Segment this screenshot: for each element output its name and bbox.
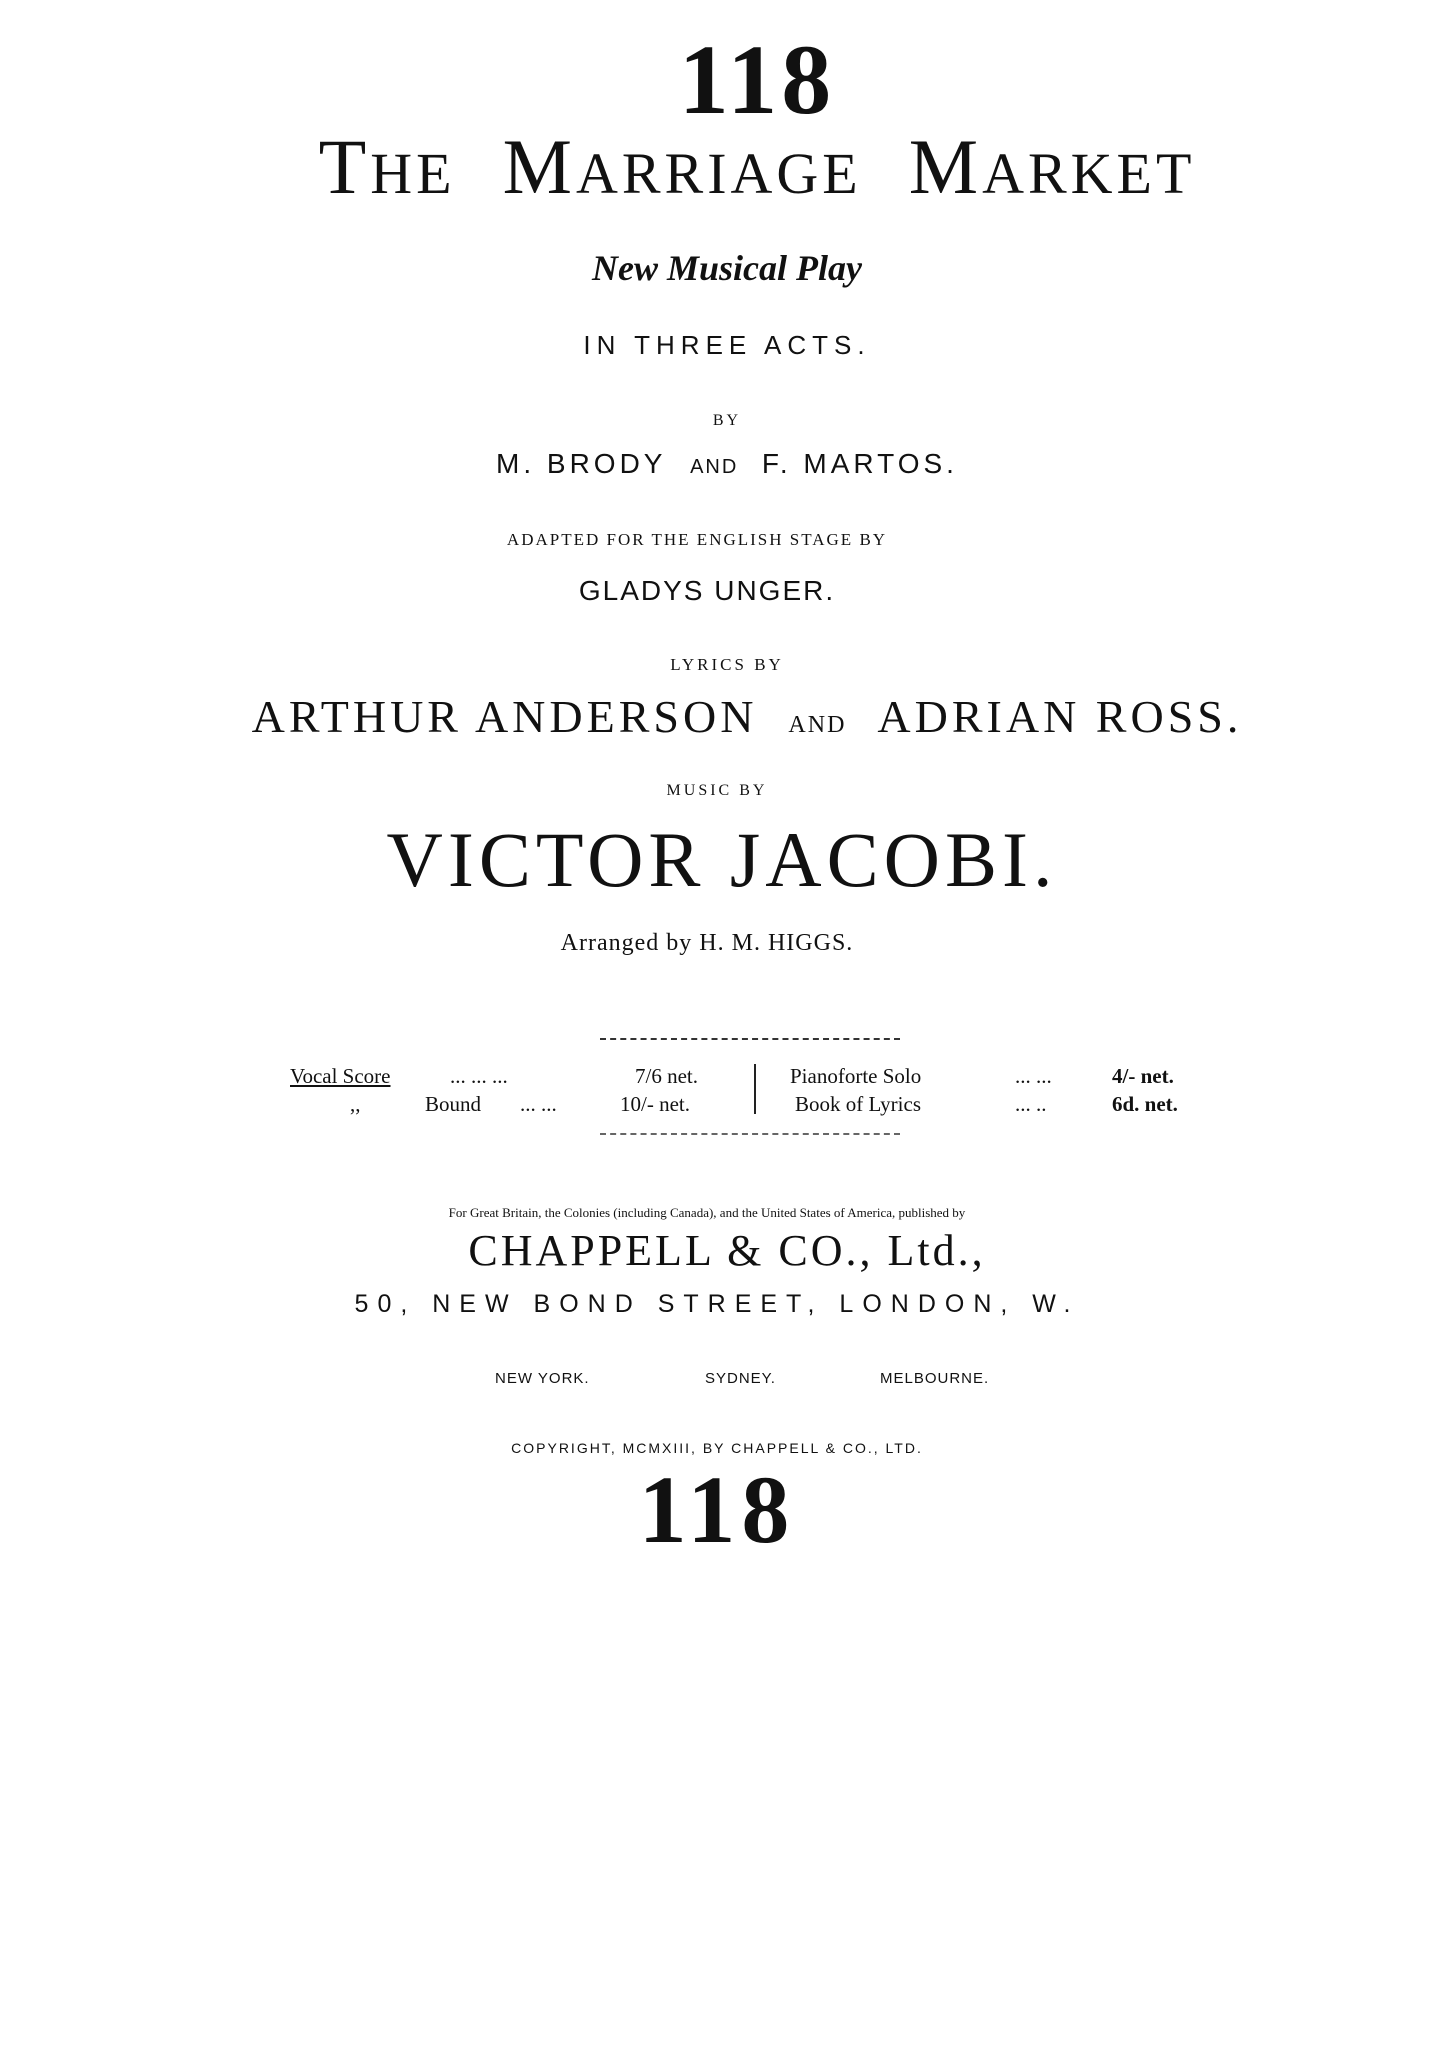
publisher-address: 50, NEW BOND STREET, LONDON, W.: [354, 1290, 1080, 1318]
author-second: F. MARTOS.: [761, 448, 958, 479]
divider: [600, 1133, 900, 1135]
adapter-name: GLADYS UNGER.: [578, 575, 836, 606]
price-dots: ... ...: [1015, 1064, 1052, 1088]
price-value: 6d. net.: [1112, 1092, 1178, 1116]
publisher-name: CHAPPELL & CO., Ltd.,: [468, 1226, 986, 1275]
adapted-label: ADAPTED FOR THE ENGLISH STAGE BY: [506, 530, 888, 549]
composer-name: VICTOR JACOBI.: [386, 816, 1058, 903]
author-first: M. BRODY: [496, 448, 667, 479]
authors-line: [0, 448, 1454, 480]
subtitle: New Musical Play: [592, 248, 862, 288]
title-letter: M: [502, 123, 576, 210]
price-item: Book of Lyrics: [795, 1092, 921, 1116]
title-part: ARKET: [982, 141, 1196, 206]
arranger-line: Arranged by H. M. HIGGS.: [560, 930, 854, 956]
price-dots: ... ... ...: [450, 1064, 508, 1088]
page-title: [30, 123, 1454, 210]
music-by-label: MUSIC BY: [666, 782, 768, 799]
lyrics-by-label: LYRICS BY: [670, 655, 784, 674]
city: NEW YORK.: [495, 1370, 590, 1387]
city: MELBOURNE.: [880, 1370, 990, 1387]
copyright-line: COPYRIGHT, MCMXIII, BY CHAPPELL & CO., LTD.: [511, 1440, 923, 1456]
title-part: ARRIAGE: [575, 141, 862, 206]
price-subitem: Bound: [425, 1092, 482, 1116]
lyricist-second: ADRIAN ROSS.: [877, 691, 1243, 742]
price-value: 4/- net.: [1112, 1064, 1174, 1088]
publisher-note: For Great Britain, the Colonies (including Canada), and the United States of America, published by: [448, 1205, 966, 1220]
catalog-number-bottom: 118: [638, 1456, 796, 1563]
acts-line: IN THREE ACTS.: [583, 330, 871, 360]
lyricist-first: ARTHUR ANDERSON: [251, 691, 758, 742]
price-value: 7/6 net.: [635, 1064, 698, 1088]
title-letter: T: [318, 123, 371, 210]
catalog-number-top: 118: [678, 24, 836, 135]
price-divider: [754, 1064, 756, 1114]
lyricists-line: [20, 690, 1454, 743]
price-item: Vocal Score: [290, 1064, 391, 1088]
and-label: AND: [690, 456, 739, 478]
and-label: AND: [788, 712, 847, 738]
city: SYDNEY.: [705, 1370, 776, 1387]
by-label: BY: [712, 412, 742, 429]
title-letter: M: [908, 123, 983, 210]
title-part: HE: [370, 141, 456, 206]
price-value: 10/- net.: [620, 1092, 690, 1116]
divider: [600, 1038, 900, 1040]
price-item: Pianoforte Solo: [790, 1064, 922, 1088]
price-item: ,,: [350, 1092, 361, 1116]
price-dots: ... ..: [1015, 1092, 1047, 1116]
price-dots: ... ...: [520, 1092, 557, 1116]
